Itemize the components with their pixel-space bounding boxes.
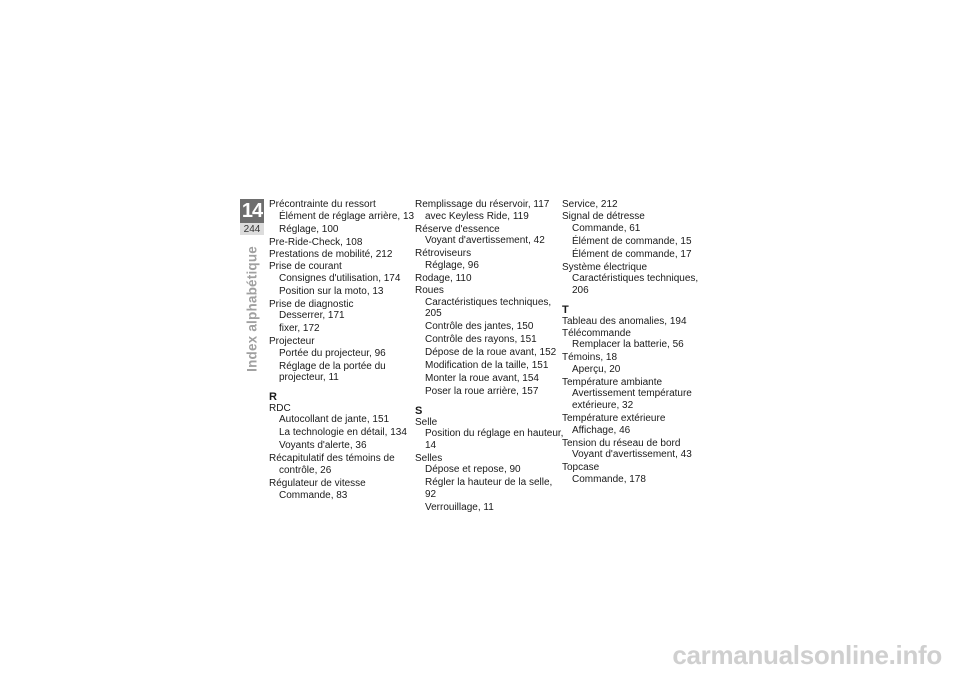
index-subentry: Contrôle des jantes, 150 [425, 321, 534, 333]
index-subentry: Réglage, 96 [425, 259, 479, 271]
index-entry [269, 261, 419, 297]
index-entry [269, 199, 419, 235]
index-entry [415, 453, 565, 514]
index-entry-term: Télécommande [562, 327, 631, 339]
index-entry [269, 403, 419, 452]
index-entry [562, 199, 712, 211]
index-subentry: Régler la hauteur de la selle, 92 [425, 477, 553, 500]
index-entry-term: Pre-Ride-Check, 108 [269, 236, 363, 248]
index-entry [269, 237, 419, 249]
index-entry-term: Prise de diagnostic [269, 298, 354, 310]
index-entry [269, 336, 419, 384]
index-entry-term: Signal de détresse [562, 211, 645, 223]
index-entry [415, 285, 565, 398]
index-entry-term: Température extérieure [562, 413, 666, 425]
index-entry-term: Récapitulatif des témoins de [269, 453, 395, 465]
index-subentry: La technologie en détail, 134 [279, 427, 407, 439]
index-subentry: Caractéristiques techniques, 205 [425, 296, 552, 320]
index-subentry: Contrôle des rayons, 151 [425, 334, 537, 346]
index-subentry: Élément de commande, 17 [572, 248, 692, 260]
index-entry [415, 248, 565, 271]
index-subentry: fixer, 172 [279, 323, 320, 335]
index-entry-term: Topcase [562, 462, 600, 474]
index-subentry: Position du réglage en hauteur, 14 [425, 428, 564, 451]
index-subentry: Aperçu, 20 [572, 363, 621, 375]
index-column-3 [562, 199, 712, 487]
index-letter-heading: R [269, 390, 277, 403]
index-entry-term: Tableau des anomalies, 194 [562, 315, 687, 327]
index-entry [415, 199, 565, 222]
index-subentry: Voyants d'alerte, 36 [279, 440, 367, 452]
index-entry [269, 249, 419, 261]
index-entry-term: RDC [269, 402, 291, 414]
index-entry-term: Remplissage du réservoir, 117 [415, 199, 550, 210]
index-entry [415, 224, 565, 247]
index-entry-term: Témoins, 18 [562, 352, 618, 364]
chapter-number: 14 [241, 200, 263, 222]
index-subentry: Remplacer la batterie, 56 [572, 339, 684, 351]
index-subentry: Dépose de la roue avant, 152 [425, 347, 557, 359]
index-entry [415, 417, 565, 452]
index-letter-heading: S [415, 404, 423, 417]
index-subentry: Consignes d'utilisation, 174 [279, 272, 401, 284]
index-subentry: Portée du projecteur, 96 [279, 347, 386, 359]
index-subentry: contrôle, 26 [279, 464, 332, 476]
index-entry [562, 377, 712, 412]
index-subentry: Verrouillage, 11 [425, 501, 494, 513]
index-subentry: Réglage de la portée du projecteur, 11 [279, 360, 386, 384]
index-entry-term: Projecteur [269, 336, 315, 348]
index-entry [562, 352, 712, 375]
index-subentry: Desserrer, 171 [279, 310, 345, 322]
index-subentry: Modification de la taille, 151 [425, 360, 549, 372]
index-subentry: Élément de réglage arrière, 13 [279, 210, 415, 222]
index-entry [562, 413, 712, 436]
index-entry-term: Réserve d'essence [415, 223, 500, 235]
index-entry-term: Service, 212 [562, 199, 618, 210]
index-subentry: Position sur la moto, 13 [279, 285, 384, 297]
watermark: carmanualsonline.info [672, 640, 942, 670]
index-entry-term: Roues [415, 284, 444, 296]
index-subentry: Autocollant de jante, 151 [279, 414, 390, 426]
index-subentry: avec Keyless Ride, 119 [425, 210, 529, 222]
index-entry [562, 316, 712, 328]
index-entry-term: Température ambiante [562, 376, 663, 388]
index-entry-term: Selles [415, 452, 443, 464]
index-entry-term: Rodage, 110 [415, 272, 472, 284]
index-entry [415, 273, 565, 285]
section-title: Index alphabétique [244, 246, 260, 372]
index-subentry: Affichage, 46 [572, 424, 631, 436]
index-entry [562, 462, 712, 485]
index-subentry: Avertissement température extérieure, 32 [572, 388, 692, 412]
index-entry [269, 478, 419, 501]
index-subentry: Monter la roue avant, 154 [425, 373, 539, 385]
page-number: 244 [243, 224, 261, 235]
index-subentry: Poser la roue arrière, 157 [425, 386, 539, 398]
index-entry-term: Précontrainte du ressort [269, 199, 376, 210]
index-column-2 [415, 199, 565, 515]
index-entry-term: Système électrique [562, 261, 648, 273]
index-entry-term: Rétroviseurs [415, 248, 472, 260]
index-entry [562, 262, 712, 297]
index-subentry: Élément de commande, 15 [572, 235, 692, 247]
index-entry [562, 438, 712, 461]
index-entry-term: Selle [415, 416, 438, 428]
index-subentry: Commande, 178 [572, 473, 646, 485]
index-entry-term: Régulateur de vitesse [269, 477, 366, 489]
index-entry-term: Prise de courant [269, 260, 342, 272]
index-subentry: Voyant d'avertissement, 43 [572, 449, 692, 461]
index-subentry: Dépose et repose, 90 [425, 464, 521, 476]
index-subentry: Réglage, 100 [279, 223, 339, 235]
index-entry [269, 299, 419, 335]
index-entry-term: Prestations de mobilité, 212 [269, 248, 393, 260]
index-entry [562, 211, 712, 260]
index-entry [269, 453, 419, 476]
index-column-1 [269, 199, 419, 503]
index-subentry: Commande, 83 [279, 489, 348, 501]
index-subentry: Voyant d'avertissement, 42 [425, 235, 545, 247]
index-letter-heading: T [562, 303, 569, 316]
index-entry-term: Tension du réseau de bord [562, 437, 681, 449]
index-subentry: Caractéristiques techniques, 206 [572, 273, 699, 296]
index-entry [562, 328, 712, 351]
index-subentry: Commande, 61 [572, 222, 641, 234]
